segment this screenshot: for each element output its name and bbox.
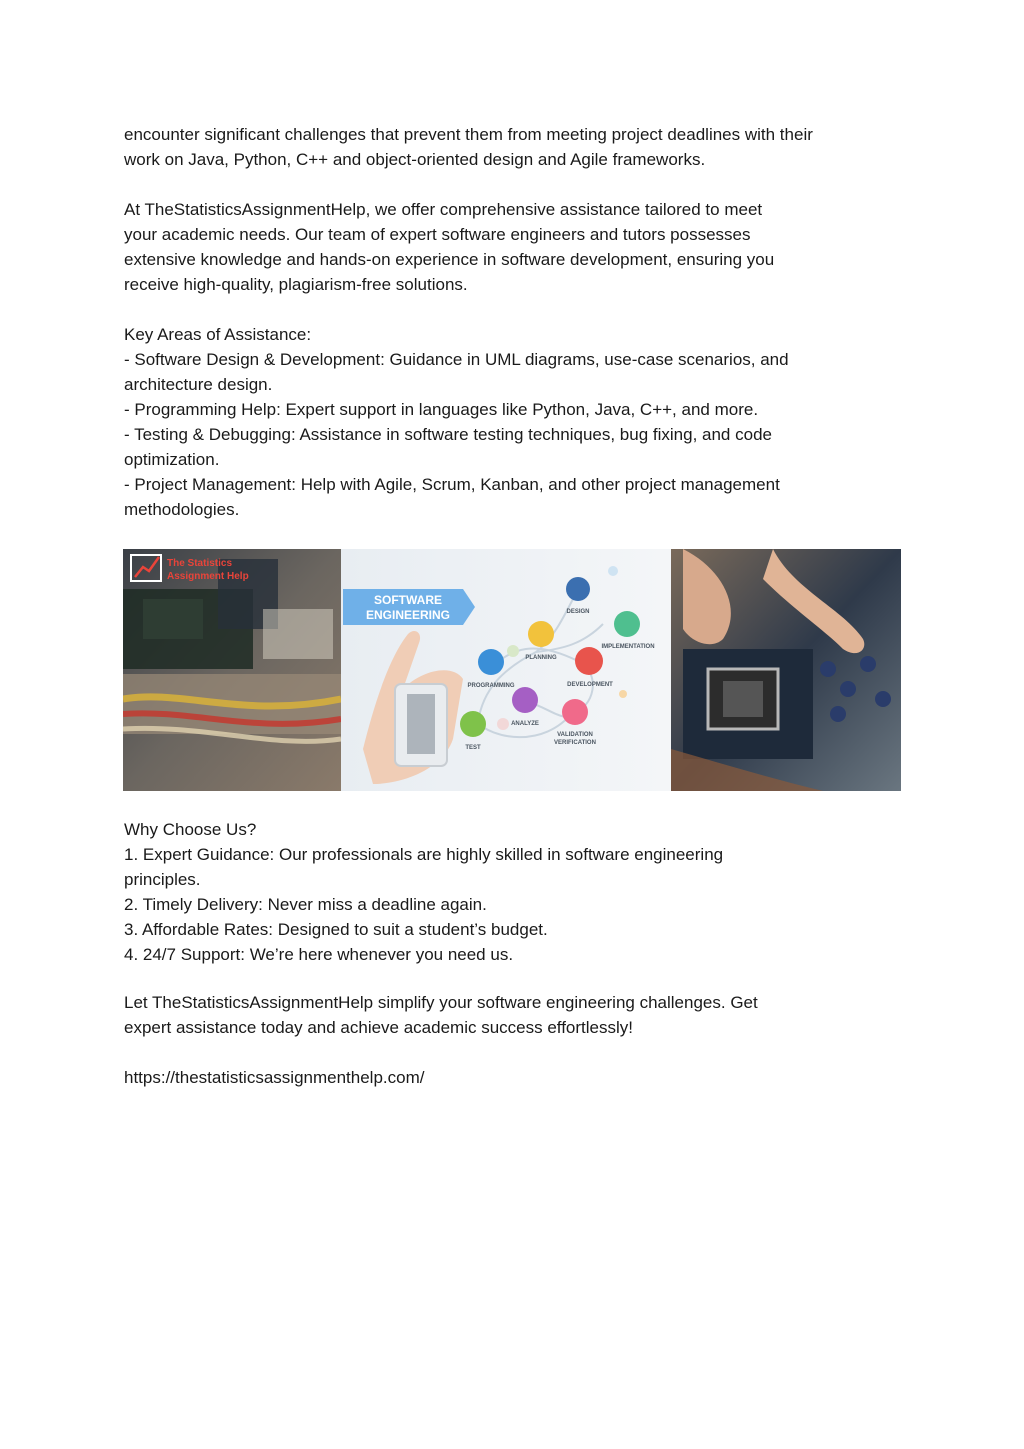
- offer-paragraph: [124, 197, 904, 297]
- why-choose-us-section: [124, 817, 904, 967]
- node-label: PLANNING: [525, 655, 557, 661]
- motherboard-right-photo: [671, 549, 901, 791]
- list-item: - Programming Help: Expert support in languages like Python, Java, C++, and more.: [124, 400, 759, 419]
- list-item-continued: methodologies.: [124, 500, 240, 519]
- list-item-continued: optimization.: [124, 450, 220, 469]
- list-item: - Project Management: Help with Agile, Scrum, Kanban, and other project management: [124, 475, 780, 494]
- software-engineering-banner-image: [123, 549, 901, 791]
- list-item: 2. Timely Delivery: Never miss a deadline again.: [124, 895, 487, 914]
- logo-text-line: Assignment Help: [167, 571, 249, 582]
- node-label: VALIDATION: [557, 732, 593, 738]
- analyze-node: [511, 687, 539, 727]
- section-heading: Why Choose Us?: [124, 820, 257, 839]
- website-url-block: [124, 1065, 904, 1090]
- intro-paragraph: [124, 122, 904, 172]
- node-label: TEST: [465, 745, 481, 751]
- list-item-continued: architecture design.: [124, 375, 273, 394]
- text-line: receive high-quality, plagiarism-free solutions.: [124, 275, 468, 294]
- node-label: PROGRAMMING: [467, 683, 515, 689]
- key-areas-section: [124, 322, 904, 522]
- design-node: [566, 577, 590, 615]
- website-url-link[interactable]: https://thestatisticsassignmenthelp.com/: [124, 1068, 425, 1087]
- closing-paragraph: [124, 990, 904, 1040]
- circuit-board-left-photo: [123, 549, 341, 791]
- list-item: 3. Affordable Rates: Designed to suit a student’s budget.: [124, 920, 548, 939]
- list-item: - Testing & Debugging: Assistance in software testing techniques, bug fixing, and code: [124, 425, 772, 444]
- text-line: Let TheStatisticsAssignmentHelp simplify your software engineering challenges. Get: [124, 993, 758, 1012]
- list-item: 1. Expert Guidance: Our professionals are highly skilled in software engineering: [124, 845, 724, 864]
- node-label: DEVELOPMENT: [567, 682, 613, 688]
- section-heading: Key Areas of Assistance:: [124, 325, 312, 344]
- text-line: your academic needs. Our team of expert software engineers and tutors possesses: [124, 225, 751, 244]
- node-label: VERIFICATION: [554, 740, 596, 746]
- list-item: - Software Design & Development: Guidance in UML diagrams, use-case scenarios, and: [124, 350, 789, 369]
- text-line: work on Java, Python, C++ and object-oriented design and Agile frameworks.: [124, 150, 706, 169]
- text-line: expert assistance today and achieve academic success effortlessly!: [124, 1018, 634, 1037]
- software-engineering-diagram: [341, 549, 671, 791]
- logo-text-line: The Statistics: [167, 558, 233, 569]
- node-label: ANALYZE: [511, 721, 539, 727]
- banner-title-line: SOFTWARE: [374, 593, 442, 607]
- list-item: 4. 24/7 Support: We’re here whenever you need us.: [124, 945, 514, 964]
- text-line: extensive knowledge and hands-on experience in software development, ensuring you: [124, 250, 775, 269]
- node-label: IMPLEMENTATION: [601, 644, 655, 650]
- text-line: At TheStatisticsAssignmentHelp, we offer comprehensive assistance tailored to meet: [124, 200, 763, 219]
- node-label: DESIGN: [566, 609, 590, 615]
- banner-title-line: ENGINEERING: [365, 608, 451, 622]
- list-item-continued: principles.: [124, 870, 201, 889]
- text-line: encounter significant challenges that prevent them from meeting project deadlines with their: [124, 125, 813, 144]
